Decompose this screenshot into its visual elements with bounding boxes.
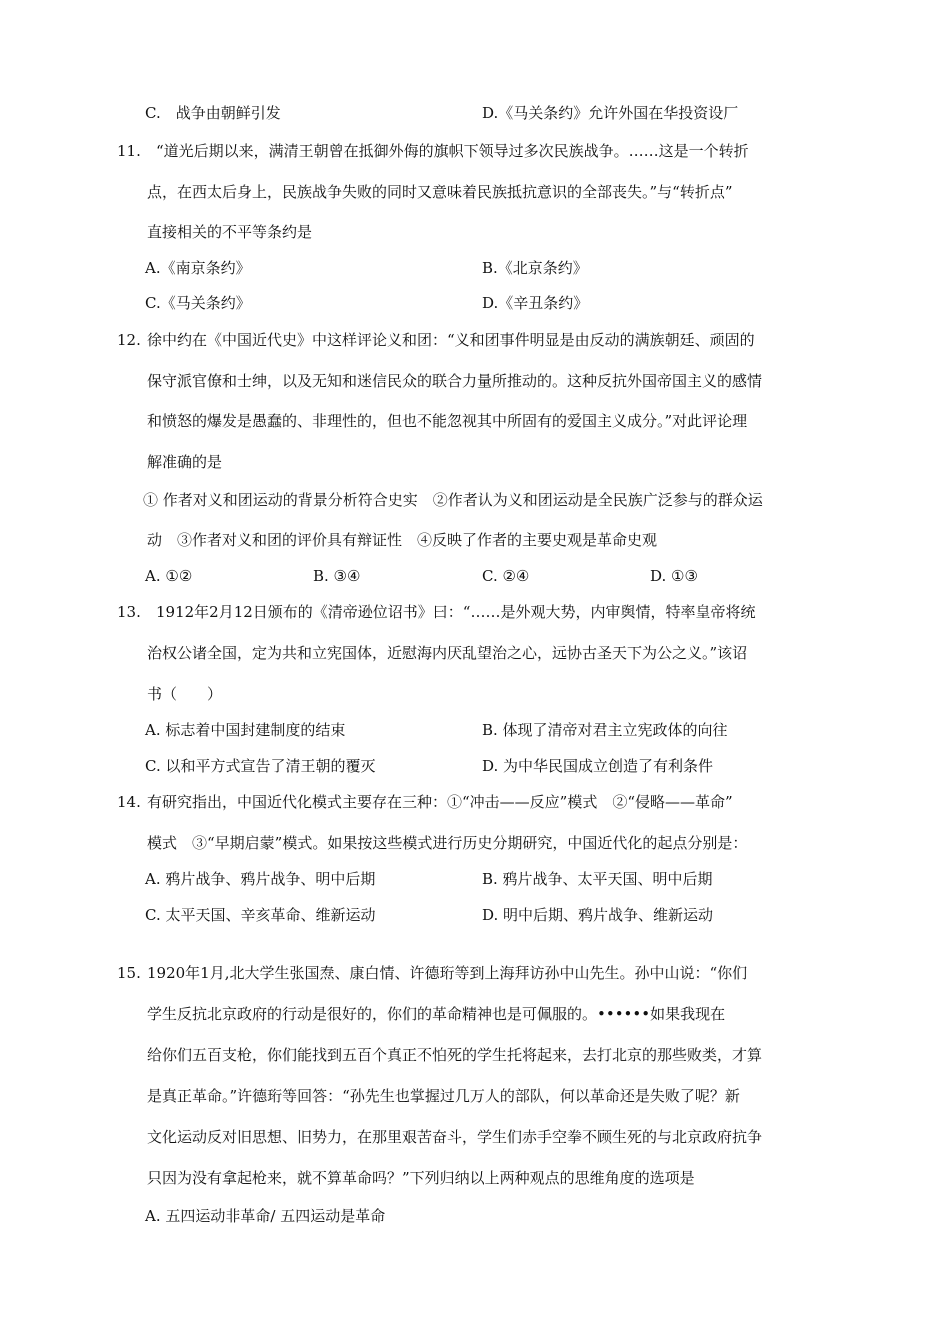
- q15-number: 15.: [117, 964, 141, 982]
- q15-stem-line-3: 给你们五百支枪，你们能找到五百个真正不怕死的学生托将起来，去打北京的那些败类，才算: [147, 1046, 763, 1064]
- q14-stem-line-2: 模式 ③“早期启蒙”模式。如果按这些模式进行历史分期研究，中国近代化的起点分别是：: [147, 834, 748, 852]
- q11-stem-line-3: 直接相关的不平等条约是: [147, 223, 313, 241]
- q12-option-d: D. ①③: [650, 567, 698, 585]
- q12-stem-line-1: 徐中约在《中国近代史》中这样评论义和团：“义和团事件明显是由反动的满族朝廷、顽固的: [147, 331, 755, 349]
- q12-option-a: A. ①②: [145, 567, 193, 585]
- q13-option-b: B. 体现了清帝对君主立宪政体的向往: [482, 721, 728, 739]
- q11-option-b: B.《北京条约》: [482, 259, 588, 277]
- q15-stem-line-6: 只因为没有拿起枪来，就不算革命吗？”下列归纳以上两种观点的思维角度的选项是: [147, 1169, 695, 1187]
- q11-stem-line-1: “道光后期以来，满清王朝曾在抵御外侮的旗帜下领导过多次民族战争。……这是一个转折: [156, 142, 749, 160]
- q11-option-c: C.《马关条约》: [145, 294, 251, 312]
- q13-option-a: A. 标志着中国封建制度的结束: [145, 721, 346, 739]
- q13-stem-line-3: 书（ ）: [147, 685, 223, 703]
- q15-stem-line-5: 文化运动反对旧思想、旧势力，在那里艰苦奋斗，学生们赤手空拳不顾生死的与北京政府抗争: [147, 1128, 763, 1146]
- q13-stem-line-1: 1912年2月12日颁布的《清帝逊位诏书》曰：“……是外观大势，内审舆情，特率皇帝将统: [156, 603, 756, 621]
- q11-number: 11.: [117, 142, 141, 160]
- q11-option-a: A.《南京条约》: [145, 259, 251, 277]
- q12-stem-line-2: 保守派官僚和士绅，以及无知和迷信民众的联合力量所推动的。这种反抗外国帝国主义的感情: [147, 372, 763, 390]
- q14-number: 14.: [117, 793, 141, 811]
- q13-option-c: C. 以和平方式宣告了清王朝的覆灭: [145, 757, 376, 775]
- q10-option-c: C. 战争由朝鲜引发: [145, 104, 281, 122]
- q15-option-a: A. 五四运动非革命/ 五四运动是革命: [145, 1207, 386, 1225]
- q12-stem-line-3: 和愤怒的爆发是愚蠢的、非理性的，但也不能忽视其中所固有的爱国主义成分。”对此评论理: [147, 412, 748, 430]
- q13-number: 13.: [117, 603, 141, 621]
- q12-statement-line-1: ① 作者对义和团运动的背景分析符合史实 ②作者认为义和团运动是全民族广泛参与的群众运: [143, 491, 763, 509]
- q12-option-c: C. ②④: [482, 567, 530, 585]
- q10-option-d: D.《马关条约》允许外国在华投资设厂: [482, 104, 739, 122]
- q15-stem-line-2: 学生反抗北京政府的行动是很好的，你们的革命精神也是可佩服的。••••••如果我现在: [147, 1005, 726, 1023]
- q12-option-b: B. ③④: [313, 567, 361, 585]
- q12-statement-line-2: 动 ③作者对义和团的评价具有辩证性 ④反映了作者的主要史观是革命史观: [147, 531, 658, 549]
- q13-option-d: D. 为中华民国成立创造了有利条件: [482, 757, 714, 775]
- q11-option-d: D.《辛丑条约》: [482, 294, 589, 312]
- q11-stem-line-2: 点，在西太后身上，民族战争失败的同时又意味着民族抵抗意识的全部丧失。”与“转折点”: [147, 183, 733, 201]
- q13-stem-line-2: 治权公诸全国，定为共和立宪国体，近慰海内厌乱望治之心，远协古圣天下为公之义。”该诏: [147, 644, 748, 662]
- q14-option-b: B. 鸦片战争、太平天国、明中后期: [482, 870, 713, 888]
- q12-number: 12.: [117, 331, 141, 349]
- q12-stem-line-4: 解准确的是: [147, 453, 223, 471]
- q15-stem-line-1: 1920年1月,北大学生张国焘、康白情、许德珩等到上海拜访孙中山先生。孙中山说：“你们: [147, 964, 748, 982]
- q14-option-d: D. 明中后期、鸦片战争、维新运动: [482, 906, 714, 924]
- q14-stem-line-1: 有研究指出，中国近代化模式主要存在三种：①“冲击——反应”模式 ②“侵略——革命”: [147, 793, 733, 811]
- q15-stem-line-4: 是真正革命。”许德珩等回答：“孙先生也掌握过几万人的部队，何以革命还是失败了呢？新: [147, 1087, 740, 1105]
- q14-option-a: A. 鸦片战争、鸦片战争、明中后期: [145, 870, 376, 888]
- q14-option-c: C. 太平天国、辛亥革命、维新运动: [145, 906, 376, 924]
